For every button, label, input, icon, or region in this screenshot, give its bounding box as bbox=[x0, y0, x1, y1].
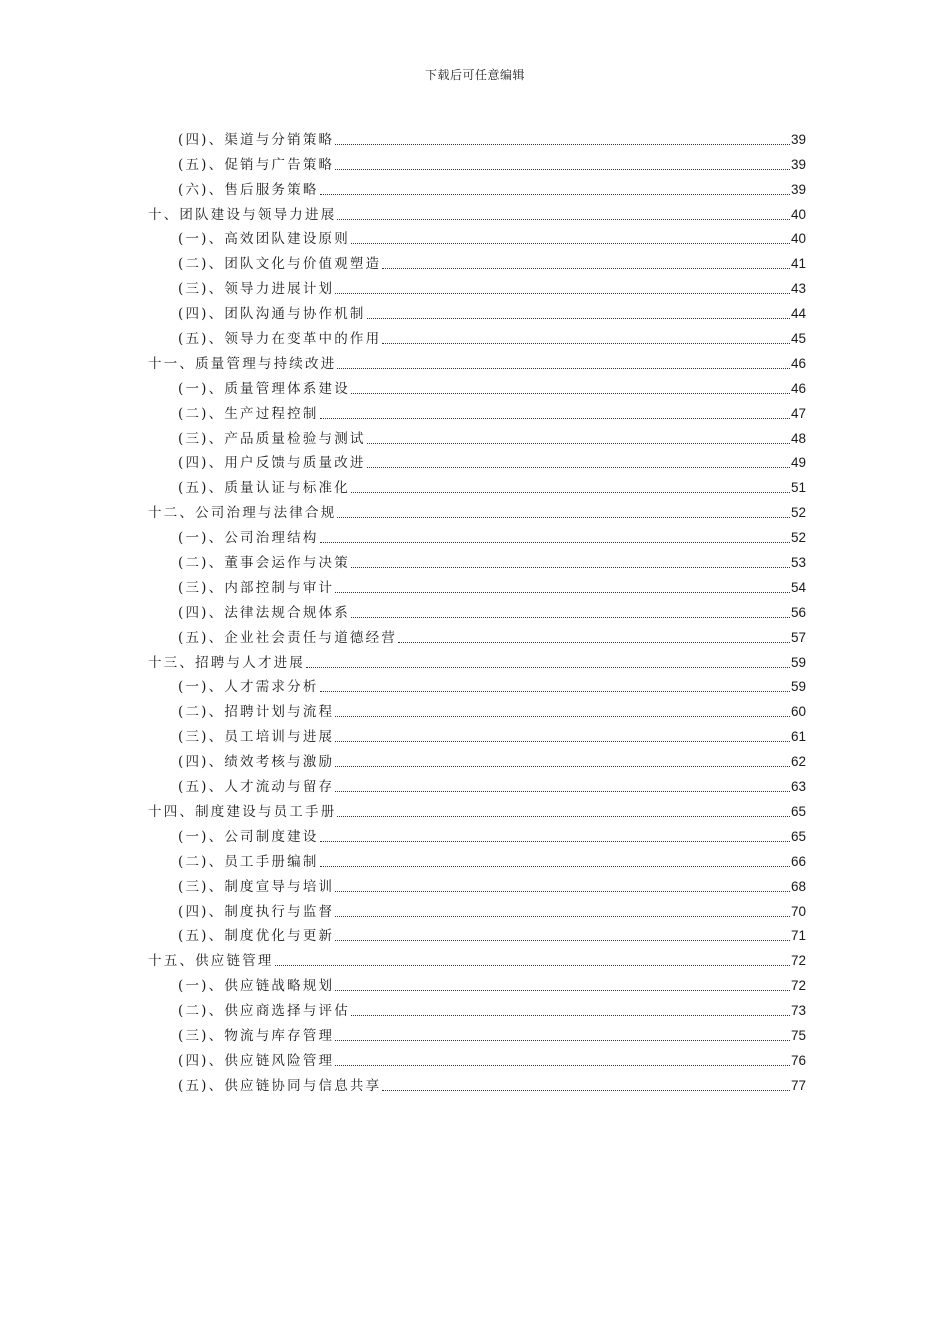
toc-entry-page-number: 60 bbox=[790, 704, 806, 720]
toc-entry-page-number: 77 bbox=[790, 1077, 806, 1093]
toc-entry-title: (五)、企业社会责任与道德经营 bbox=[178, 629, 398, 646]
table-of-contents bbox=[148, 124, 806, 1095]
toc-section-entry[interactable] bbox=[148, 273, 806, 298]
toc-section-entry[interactable] bbox=[148, 1020, 806, 1045]
toc-section-entry[interactable] bbox=[148, 821, 806, 846]
toc-entry-title: (二)、供应商选择与评估 bbox=[178, 1003, 350, 1020]
toc-entry-title: (一)、人才需求分析 bbox=[178, 679, 319, 696]
toc-section-entry[interactable] bbox=[148, 472, 806, 497]
toc-dot-leader bbox=[320, 865, 790, 867]
toc-dot-leader bbox=[275, 964, 790, 966]
toc-entry-page-number: 54 bbox=[790, 579, 806, 595]
toc-entry-page-number: 71 bbox=[790, 928, 806, 944]
toc-dot-leader bbox=[335, 591, 790, 593]
toc-entry-title: (三)、内部控制与审计 bbox=[178, 579, 335, 596]
toc-chapter-entry[interactable] bbox=[148, 945, 806, 970]
toc-entry-title: (一)、公司治理结构 bbox=[178, 530, 319, 547]
toc-entry-title: (四)、法律法规合规体系 bbox=[178, 604, 350, 621]
toc-dot-leader bbox=[335, 939, 790, 941]
toc-entry-title: (四)、制度执行与监督 bbox=[178, 903, 335, 920]
toc-dot-leader bbox=[337, 218, 790, 220]
toc-entry-title: (四)、团队沟通与协作机制 bbox=[178, 306, 366, 323]
toc-section-entry[interactable] bbox=[148, 149, 806, 174]
toc-chapter-entry[interactable] bbox=[148, 199, 806, 224]
toc-section-entry[interactable] bbox=[148, 871, 806, 896]
toc-entry-title: (四)、渠道与分销策略 bbox=[178, 131, 335, 148]
toc-entry-page-number: 65 bbox=[790, 803, 806, 819]
toc-entry-page-number: 75 bbox=[790, 1027, 806, 1043]
toc-entry-page-number: 62 bbox=[790, 754, 806, 770]
toc-entry-title: (一)、供应链战略规划 bbox=[178, 978, 335, 995]
toc-section-entry[interactable] bbox=[148, 448, 806, 473]
toc-section-entry[interactable] bbox=[148, 696, 806, 721]
toc-entry-title: (四)、用户反馈与质量改进 bbox=[178, 455, 366, 472]
toc-entry-title: (三)、领导力进展计划 bbox=[178, 281, 335, 298]
toc-entry-page-number: 73 bbox=[790, 1003, 806, 1019]
toc-section-entry[interactable] bbox=[148, 597, 806, 622]
toc-section-entry[interactable] bbox=[148, 547, 806, 572]
toc-entry-page-number: 57 bbox=[790, 629, 806, 645]
toc-entry-page-number: 44 bbox=[790, 306, 806, 322]
toc-entry-title: 十二、公司治理与法律合规 bbox=[148, 505, 337, 522]
toc-entry-title: (一)、质量管理体系建设 bbox=[178, 380, 350, 397]
toc-dot-leader bbox=[351, 616, 790, 618]
toc-section-entry[interactable] bbox=[148, 672, 806, 697]
toc-dot-leader bbox=[335, 989, 790, 991]
toc-entry-page-number: 41 bbox=[790, 256, 806, 272]
toc-entry-page-number: 39 bbox=[790, 181, 806, 197]
toc-section-entry[interactable] bbox=[148, 398, 806, 423]
toc-dot-leader bbox=[382, 1089, 790, 1091]
toc-section-entry[interactable] bbox=[148, 373, 806, 398]
toc-entry-page-number: 66 bbox=[790, 853, 806, 869]
toc-dot-leader bbox=[320, 690, 790, 692]
toc-dot-leader bbox=[337, 815, 790, 817]
toc-entry-title: (六)、售后服务策略 bbox=[178, 181, 319, 198]
toc-dot-leader bbox=[337, 367, 790, 369]
toc-section-entry[interactable] bbox=[148, 622, 806, 647]
toc-entry-page-number: 39 bbox=[790, 156, 806, 172]
toc-entry-page-number: 59 bbox=[790, 679, 806, 695]
toc-entry-page-number: 65 bbox=[790, 828, 806, 844]
toc-section-entry[interactable] bbox=[148, 174, 806, 199]
toc-entry-title: (一)、高效团队建设原则 bbox=[178, 231, 350, 248]
toc-entry-title: 十四、制度建设与员工手册 bbox=[148, 803, 337, 820]
toc-entry-title: 十三、招聘与人才进展 bbox=[148, 654, 305, 671]
toc-entry-page-number: 51 bbox=[790, 480, 806, 496]
toc-dot-leader bbox=[320, 193, 790, 195]
toc-entry-title: (三)、物流与库存管理 bbox=[178, 1027, 335, 1044]
toc-dot-leader bbox=[320, 541, 790, 543]
toc-entry-page-number: 59 bbox=[790, 654, 806, 670]
toc-dot-leader bbox=[351, 242, 790, 244]
toc-entry-title: (三)、制度宣导与培训 bbox=[178, 878, 335, 895]
toc-entry-title: (二)、招聘计划与流程 bbox=[178, 704, 335, 721]
toc-entry-page-number: 61 bbox=[790, 729, 806, 745]
toc-entry-page-number: 40 bbox=[790, 206, 806, 222]
toc-dot-leader bbox=[351, 392, 790, 394]
toc-section-entry[interactable] bbox=[148, 423, 806, 448]
toc-entry-page-number: 49 bbox=[790, 455, 806, 471]
toc-dot-leader bbox=[367, 466, 790, 468]
toc-entry-page-number: 76 bbox=[790, 1052, 806, 1068]
toc-section-entry[interactable] bbox=[148, 298, 806, 323]
toc-section-entry[interactable] bbox=[148, 522, 806, 547]
toc-entry-page-number: 52 bbox=[790, 530, 806, 546]
toc-section-entry[interactable] bbox=[148, 995, 806, 1020]
toc-chapter-entry[interactable] bbox=[148, 647, 806, 672]
toc-section-entry[interactable] bbox=[148, 248, 806, 273]
toc-entry-title: (二)、团队文化与价值观塑造 bbox=[178, 256, 382, 273]
toc-entry-title: 十、团队建设与领导力进展 bbox=[148, 206, 337, 223]
toc-entry-page-number: 39 bbox=[790, 131, 806, 147]
toc-entry-page-number: 53 bbox=[790, 555, 806, 571]
toc-dot-leader bbox=[367, 442, 790, 444]
toc-entry-page-number: 43 bbox=[790, 281, 806, 297]
toc-entry-title: (四)、供应链风险管理 bbox=[178, 1052, 335, 1069]
toc-dot-leader bbox=[335, 1064, 790, 1066]
toc-entry-page-number: 52 bbox=[790, 505, 806, 521]
toc-dot-leader bbox=[335, 890, 790, 892]
toc-dot-leader bbox=[306, 666, 790, 668]
toc-chapter-entry[interactable] bbox=[148, 348, 806, 373]
toc-section-entry[interactable] bbox=[148, 323, 806, 348]
page-header: 下载后可任意编辑 bbox=[424, 68, 525, 82]
toc-dot-leader bbox=[351, 1014, 790, 1016]
toc-chapter-entry[interactable] bbox=[148, 497, 806, 522]
toc-entry-title: (三)、产品质量检验与测试 bbox=[178, 430, 366, 447]
toc-entry-title: (四)、绩效考核与激励 bbox=[178, 754, 335, 771]
toc-section-entry[interactable] bbox=[148, 846, 806, 871]
toc-entry-title: (五)、质量认证与标准化 bbox=[178, 480, 350, 497]
toc-entry-page-number: 56 bbox=[790, 604, 806, 620]
toc-section-entry[interactable] bbox=[148, 721, 806, 746]
toc-entry-page-number: 46 bbox=[790, 355, 806, 371]
toc-entry-title: 十一、质量管理与持续改进 bbox=[148, 355, 337, 372]
toc-entry-page-number: 72 bbox=[790, 953, 806, 969]
toc-entry-title: (五)、促销与广告策略 bbox=[178, 156, 335, 173]
toc-entry-title: (二)、员工手册编制 bbox=[178, 853, 319, 870]
toc-entry-title: (二)、生产过程控制 bbox=[178, 405, 319, 422]
toc-entry-page-number: 68 bbox=[790, 878, 806, 894]
toc-dot-leader bbox=[335, 1039, 790, 1041]
toc-dot-leader bbox=[335, 740, 790, 742]
toc-dot-leader bbox=[335, 168, 790, 170]
toc-dot-leader bbox=[351, 566, 790, 568]
toc-dot-leader bbox=[335, 915, 790, 917]
toc-section-entry[interactable] bbox=[148, 124, 806, 149]
toc-entry-page-number: 47 bbox=[790, 405, 806, 421]
toc-section-entry[interactable] bbox=[148, 224, 806, 249]
toc-dot-leader bbox=[320, 840, 790, 842]
toc-dot-leader bbox=[398, 641, 790, 643]
toc-entry-page-number: 46 bbox=[790, 380, 806, 396]
toc-entry-page-number: 70 bbox=[790, 903, 806, 919]
toc-chapter-entry[interactable] bbox=[148, 796, 806, 821]
toc-section-entry[interactable] bbox=[148, 1045, 806, 1070]
toc-dot-leader bbox=[382, 267, 790, 269]
toc-entry-title: (五)、人才流动与留存 bbox=[178, 779, 335, 796]
toc-dot-leader bbox=[367, 317, 790, 319]
toc-dot-leader bbox=[335, 790, 790, 792]
toc-entry-title: (五)、领导力在变革中的作用 bbox=[178, 331, 382, 348]
toc-section-entry[interactable] bbox=[148, 572, 806, 597]
toc-section-entry[interactable] bbox=[148, 1070, 806, 1095]
toc-dot-leader bbox=[320, 417, 790, 419]
toc-entry-title: (五)、制度优化与更新 bbox=[178, 928, 335, 945]
toc-section-entry[interactable] bbox=[148, 746, 806, 771]
toc-entry-page-number: 63 bbox=[790, 779, 806, 795]
toc-entry-title: (三)、员工培训与进展 bbox=[178, 729, 335, 746]
toc-entry-title: (一)、公司制度建设 bbox=[178, 828, 319, 845]
toc-entry-page-number: 72 bbox=[790, 978, 806, 994]
toc-dot-leader bbox=[335, 765, 790, 767]
toc-entry-title: 十五、供应链管理 bbox=[148, 953, 274, 970]
toc-section-entry[interactable] bbox=[148, 896, 806, 921]
toc-entry-page-number: 48 bbox=[790, 430, 806, 446]
toc-dot-leader bbox=[335, 292, 790, 294]
toc-entry-title: (五)、供应链协同与信息共享 bbox=[178, 1077, 382, 1094]
toc-section-entry[interactable] bbox=[148, 921, 806, 946]
toc-dot-leader bbox=[335, 715, 790, 717]
toc-section-entry[interactable] bbox=[148, 970, 806, 995]
toc-dot-leader bbox=[382, 342, 790, 344]
toc-dot-leader bbox=[351, 491, 790, 493]
toc-entry-page-number: 45 bbox=[790, 331, 806, 347]
toc-dot-leader bbox=[337, 516, 790, 518]
toc-section-entry[interactable] bbox=[148, 771, 806, 796]
toc-entry-title: (二)、董事会运作与决策 bbox=[178, 555, 350, 572]
toc-dot-leader bbox=[335, 143, 790, 145]
toc-entry-page-number: 40 bbox=[790, 231, 806, 247]
